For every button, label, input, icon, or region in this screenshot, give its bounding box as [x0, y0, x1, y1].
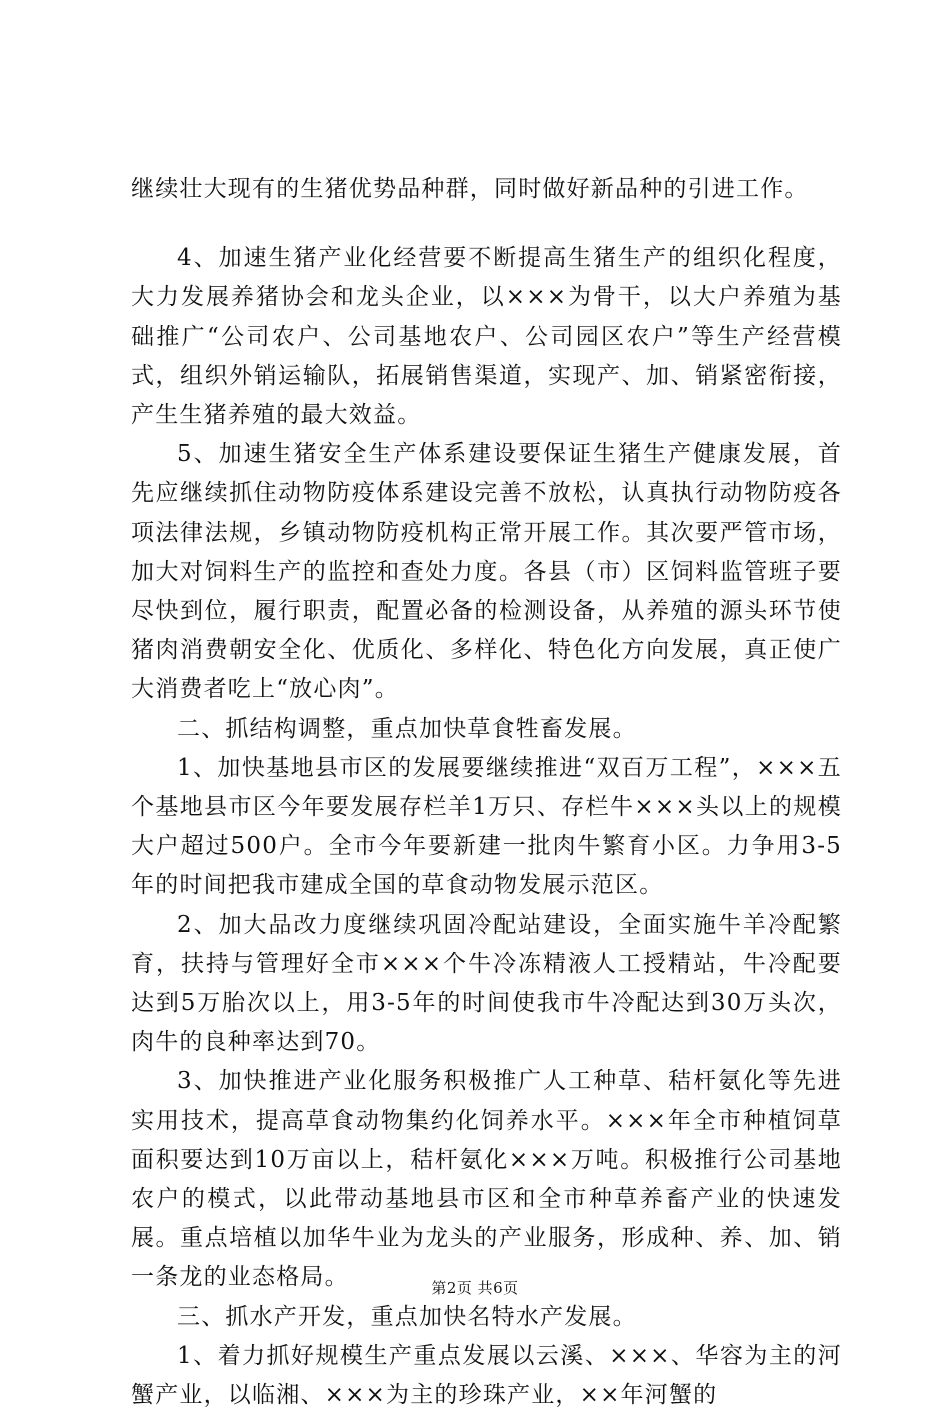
paragraph-item-3-industrial-services: 3、加快推进产业化服务积极推广人工种草、秸杆氨化等先进实用技术，提高草食动物集约化饲养水平。×××年全市种植饲草面积要达到10万亩以上，秸杆氨化×××万吨。积极推行公司基地农户的模式，以此带动基地县市区和全市种草养畜产业的快速发展。重点培植以加华牛业为龙头的产业服务，形成种、养、加、销一条龙的业态格局。 [131, 1068, 842, 1291]
page-number-footer: 第2页 共6页 [431, 1279, 519, 1297]
paragraph-item-2-breeding-improvement: 2、加大品改力度继续巩固冷配站建设，全面实施牛羊冷配繁育，扶持与管理好全市×××个牛冷冻精液人工授精站，牛冷配要达到5万胎次以上，用3-5年的时间使我市牛冷配达到30万头次，肉牛的良种率达到70。 [131, 911, 842, 1056]
paragraph-item-4-industrialization: 4、加速生猪产业化经营要不断提高生猪生产的组织化程度，大力发展养猪协会和龙头企业，以×××为骨干，以大户养殖为基础推广“公司农户、公司基地农户、公司园区农户”等生产经营模式，组织外销运输队，拓展销售渠道，实现产、加、销紧密衔接，产生生猪养殖的最大效益。 [131, 245, 842, 429]
paragraph-item-5-safety-system: 5、加速生猪安全生产体系建设要保证生猪生产健康发展，首先应继续抓住动物防疫体系建设完善不放松，认真执行动物防疫各项法律法规，乡镇动物防疫机构正常开展工作。其次要严管市场，加大对饲料生产的监控和查处力度。各县（市）区饲料监管班子要尽快到位，履行职责，配置必备的检测设备，从养殖的源头环节使猪肉消费朝安全化、优质化、多样化、特色化方向发展，真正使广大消费者吃上“放心肉”。 [131, 441, 842, 703]
document-body [131, 170, 842, 1415]
paragraph-item-1-base-counties: 1、加快基地县市区的发展要继续推进“双百万工程”，×××五个基地县市区今年要发展存栏羊1万只、存栏牛×××头以上的规模大户超过500户。全市今年要新建一批肉牛繁育小区。力争用3-5年的时间把我市建成全国的草食动物发展示范区。 [131, 754, 842, 899]
paragraph-continuation: 继续壮大现有的生猪优势品种群，同时做好新品种的引进工作。 [131, 176, 809, 202]
paragraph-item-1-scale-production: 1、着力抓好规模生产重点发展以云溪、×××、华容为主的河蟹产业，以临湘、×××为主的珍珠产业，××年河蟹的 [131, 1342, 842, 1409]
section-heading-structure-adjustment: 二、抓结构调整，重点加快草食牲畜发展。 [177, 715, 637, 742]
section-heading-aquatic-development: 三、抓水产开发，重点加快名特水产发展。 [177, 1303, 637, 1330]
